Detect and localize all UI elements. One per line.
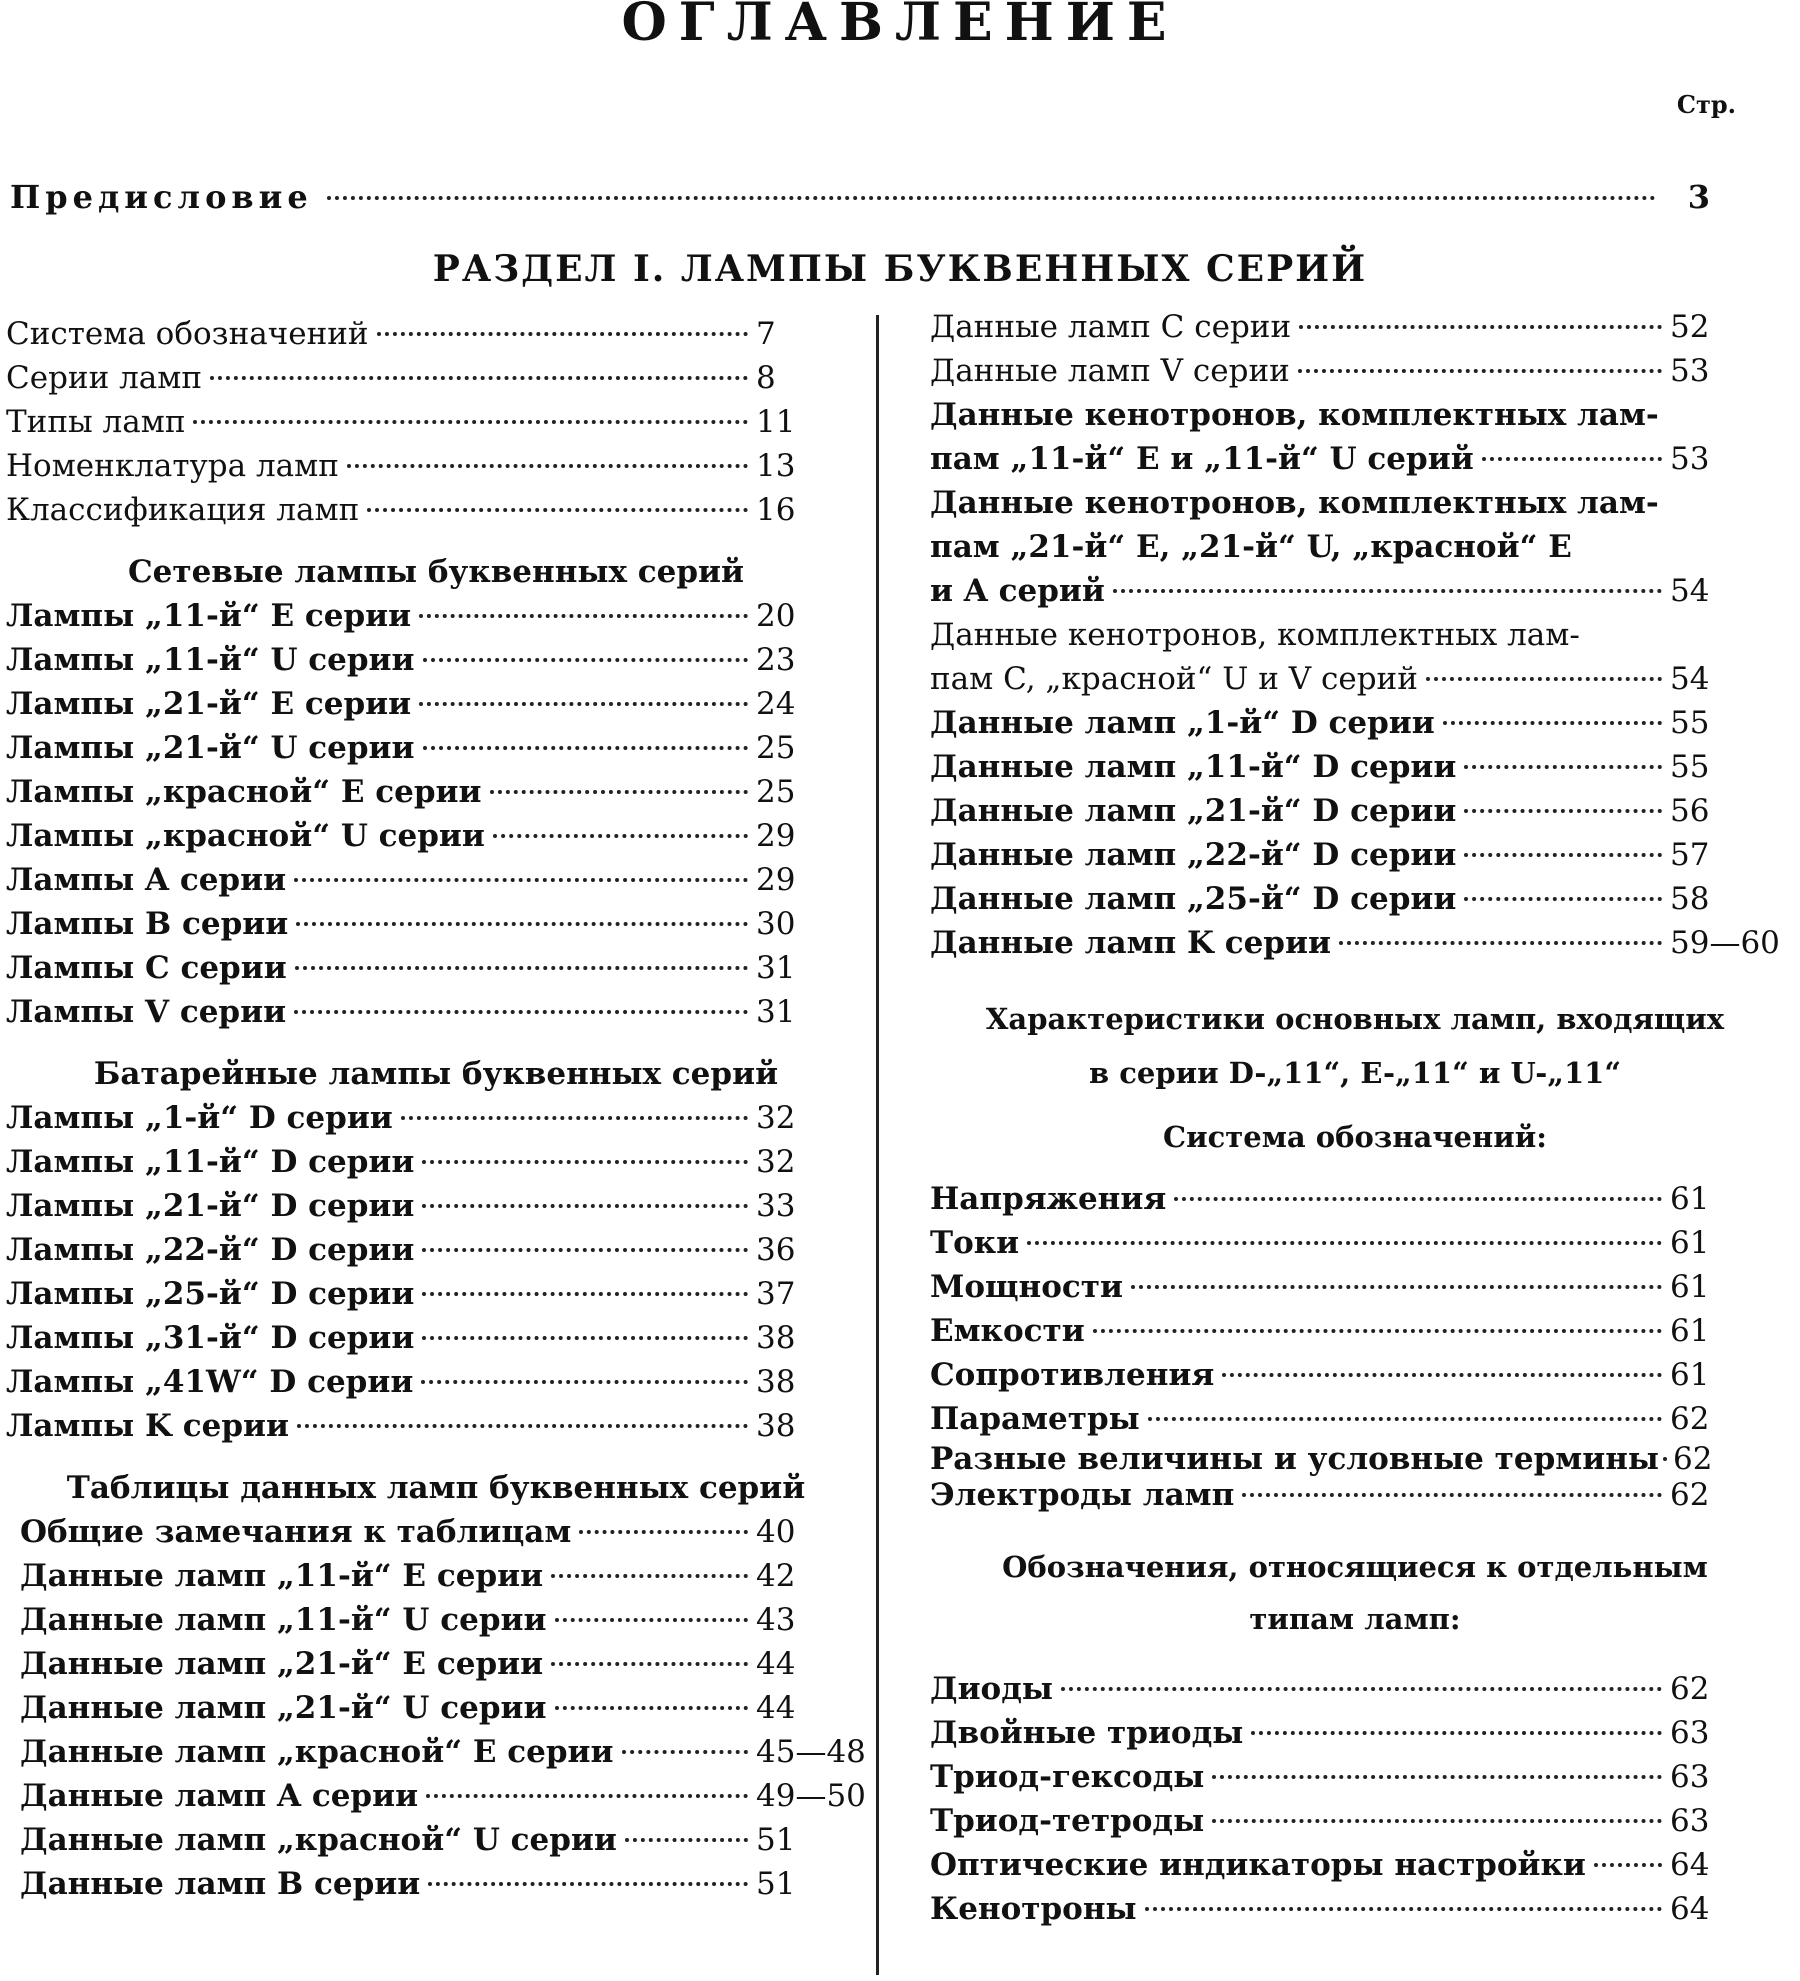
subsection-heading: Система обозначений:	[1163, 1120, 1547, 1154]
toc-entry[interactable]	[20, 1554, 866, 1598]
toc-entry[interactable]	[930, 1843, 1780, 1887]
toc-entry-label: Параметры	[930, 1401, 1140, 1437]
toc-entry-page: 49—50	[756, 1778, 866, 1814]
dot-leader	[1482, 457, 1662, 461]
toc-entry[interactable]	[6, 1184, 866, 1228]
toc-entry[interactable]	[930, 1667, 1780, 1711]
toc-entry-label: Лампы V серии	[6, 994, 287, 1030]
toc-entry-page: 13	[756, 448, 796, 484]
dot-leader	[1464, 853, 1662, 857]
toc-entry[interactable]	[930, 349, 1780, 393]
toc-entry[interactable]	[20, 1862, 866, 1906]
dot-leader	[367, 508, 748, 512]
toc-entry-page: 51	[756, 1866, 796, 1902]
toc-entry-label: Лампы „красной“ E серии	[6, 774, 482, 810]
toc-entry[interactable]	[930, 1221, 1780, 1265]
toc-entry-label: Лампы „21-й“ U серии	[6, 730, 415, 766]
toc-entry-label: Лампы B серии	[6, 906, 289, 942]
dot-leader	[1443, 721, 1662, 725]
toc-entry-page: 44	[756, 1646, 796, 1682]
dot-leader	[1174, 1197, 1662, 1201]
toc-entry-label: Лампы „41W“ D серии	[6, 1364, 414, 1400]
toc-entry-label: Лампы „21-й“ D серии	[6, 1188, 415, 1224]
dot-leader	[210, 376, 748, 380]
toc-entry-label: и A серий	[930, 573, 1105, 609]
toc-entry[interactable]	[6, 400, 866, 444]
toc-entry-page: 16	[756, 492, 796, 528]
toc-entry-page: 58	[1670, 881, 1710, 917]
subsection-heading: Батарейные лампы буквенных серий	[93, 1056, 779, 1092]
toc-entry-label: Данные кенотронов, комплектных лам-	[930, 397, 1659, 433]
toc-group-general	[6, 312, 866, 532]
toc-entry-label: Данные ламп C серии	[930, 309, 1292, 345]
dot-leader	[625, 1838, 748, 1842]
toc-entry-page: 29	[756, 862, 796, 898]
toc-entry[interactable]	[930, 789, 1780, 833]
toc-entry[interactable]	[6, 1272, 866, 1316]
dot-leader	[1131, 1285, 1662, 1289]
toc-right-column	[930, 305, 1780, 1931]
toc-entry-label: Предисловие	[10, 178, 313, 216]
toc-entry-label: Номенклатура ламп	[6, 448, 339, 484]
toc-entry-label: Данные ламп „21-й“ U серии	[20, 1690, 547, 1726]
toc-entry-label: Лампы „11-й“ E серии	[6, 598, 412, 634]
toc-entry[interactable]	[20, 1642, 866, 1686]
toc-entry-page: 61	[1670, 1269, 1710, 1305]
toc-entry-page: 63	[1670, 1715, 1710, 1751]
toc-entry-page: 54	[1670, 573, 1710, 609]
dot-leader	[1339, 941, 1662, 945]
dot-leader	[1299, 325, 1662, 329]
toc-entry[interactable]	[6, 1316, 866, 1360]
toc-entry[interactable]	[930, 1711, 1780, 1755]
toc-entry-page: 64	[1670, 1891, 1710, 1927]
toc-entry-label: Лампы „1-й“ D серии	[6, 1100, 393, 1136]
toc-entry-label: Данные ламп „красной“ U серии	[20, 1822, 617, 1858]
dot-leader	[1148, 1417, 1662, 1421]
toc-entry[interactable]	[930, 1309, 1780, 1353]
toc-entry-label: Данные ламп „21-й“ E серии	[20, 1646, 544, 1682]
toc-entry[interactable]	[930, 1441, 1780, 1477]
dot-leader	[347, 464, 748, 468]
dot-leader	[426, 1794, 748, 1798]
toc-entry-label: Токи	[930, 1225, 1020, 1261]
toc-entry-label: Сопротивления	[930, 1357, 1215, 1393]
toc-entry-label: Данные ламп „красной“ E серии	[20, 1734, 614, 1770]
dot-leader	[422, 1248, 748, 1252]
toc-entry-page: 61	[1670, 1181, 1710, 1217]
toc-entry-page: 33	[756, 1188, 796, 1224]
toc-entry-page: 53	[1670, 353, 1710, 389]
toc-entry-page: 36	[756, 1232, 796, 1268]
toc-entry-page: 11	[756, 404, 796, 440]
toc-entry[interactable]	[6, 1140, 866, 1184]
toc-entry-page: 55	[1670, 749, 1710, 785]
toc-entry-multiline[interactable]	[930, 393, 1780, 481]
toc-entry[interactable]	[6, 356, 866, 400]
toc-entry-label: Данные ламп „25-й“ D серии	[930, 881, 1457, 917]
dot-leader	[493, 834, 748, 838]
toc-entry-label: Оптические индикаторы настройки	[930, 1847, 1586, 1883]
toc-entry[interactable]	[6, 1360, 866, 1404]
toc-entry-label: Мощности	[930, 1269, 1123, 1305]
dot-leader	[1093, 1329, 1662, 1333]
toc-entry-page: 43	[756, 1602, 796, 1638]
dot-leader	[1061, 1687, 1662, 1691]
toc-entry-page: 52	[1670, 309, 1710, 345]
dot-leader	[296, 922, 748, 926]
toc-entry-label: Данные ламп B серии	[20, 1866, 421, 1902]
toc-entry-page: 20	[756, 598, 796, 634]
toc-entry-label: Данные кенотронов, комплектных лам-	[930, 485, 1659, 521]
dot-leader	[1212, 1819, 1662, 1823]
toc-entry-page: 32	[756, 1144, 796, 1180]
toc-entry[interactable]	[6, 594, 866, 638]
dot-leader	[419, 614, 748, 618]
toc-entry-label: Система обозначений	[6, 316, 369, 352]
toc-entry[interactable]	[20, 1730, 866, 1774]
toc-entry-label: Данные кенотронов, комплектных лам-	[930, 617, 1580, 653]
toc-entry-label: Лампы „красной“ U серии	[6, 818, 485, 854]
toc-entry-label: Данные ламп A серии	[20, 1778, 419, 1814]
toc-entry-label: Двойные триоды	[930, 1715, 1244, 1751]
toc-entry-label: Лампы C серии	[6, 950, 287, 986]
toc-entry-page: 51	[756, 1822, 796, 1858]
dot-leader	[1594, 1863, 1662, 1867]
toc-entry[interactable]	[6, 814, 866, 858]
toc-entry-label: Лампы „11-й“ U серии	[6, 642, 415, 678]
toc-entry-page: 25	[756, 774, 796, 810]
toc-entry-page: 42	[756, 1558, 796, 1594]
toc-entry-label: Лампы „22-й“ D серии	[6, 1232, 415, 1268]
dot-leader	[422, 1160, 748, 1164]
toc-entry-page: 56	[1670, 793, 1710, 829]
dot-leader	[579, 1530, 748, 1534]
section-title: РАЗДЕЛ I. ЛАМПЫ БУКВЕННЫХ СЕРИЙ	[432, 248, 1368, 290]
toc-entry[interactable]	[20, 1598, 866, 1642]
dot-leader	[1027, 1241, 1662, 1245]
toc-entry-page: 45—48	[756, 1734, 866, 1770]
dot-leader	[1242, 1493, 1662, 1497]
toc-entry-label: Диоды	[930, 1671, 1053, 1707]
subsection-heading: Таблицы данных ламп буквенных серий	[66, 1470, 806, 1506]
dot-leader	[1663, 1457, 1669, 1461]
toc-entry[interactable]	[930, 1755, 1780, 1799]
toc-entry[interactable]	[20, 1818, 866, 1862]
dot-leader	[1464, 897, 1662, 901]
toc-entry[interactable]	[6, 946, 866, 990]
dot-leader	[1298, 369, 1662, 373]
dot-leader	[401, 1116, 748, 1120]
toc-entry-label: Разные величины и условные термины	[930, 1441, 1659, 1477]
dot-leader	[555, 1706, 748, 1710]
toc-entry[interactable]	[930, 1353, 1780, 1397]
dot-leader	[419, 702, 748, 706]
toc-entry-page: 55	[1670, 705, 1710, 741]
toc-entry[interactable]	[930, 305, 1780, 349]
toc-entry-page: 8	[756, 360, 776, 396]
dot-leader	[1251, 1731, 1662, 1735]
column-divider	[876, 315, 879, 1975]
dot-leader	[294, 1010, 748, 1014]
dot-leader	[555, 1618, 748, 1622]
toc-group-battery	[6, 1096, 866, 1448]
toc-entry[interactable]	[930, 877, 1780, 921]
toc-entry-label: Электроды ламп	[930, 1477, 1235, 1513]
subsection-heading: Обозначения, относящиеся к отдельным	[1002, 1550, 1708, 1584]
toc-entry[interactable]	[930, 921, 1780, 965]
toc-entry-page: 61	[1670, 1225, 1710, 1261]
subsection-heading: Сетевые лампы буквенных серий	[127, 554, 745, 590]
dot-leader	[1464, 765, 1662, 769]
toc-entry-label: пам „11-й“ E и „11-й“ U серий	[930, 441, 1474, 477]
toc-left-column	[6, 312, 866, 1906]
toc-entry[interactable]	[6, 638, 866, 682]
toc-entry-page: 54	[1670, 661, 1710, 697]
toc-entry-page: 63	[1670, 1803, 1710, 1839]
toc-entry-page: 57	[1670, 837, 1710, 873]
toc-entry-page: 63	[1670, 1759, 1710, 1795]
toc-entry-page: 29	[756, 818, 796, 854]
dot-leader	[422, 1336, 748, 1340]
toc-entry-label: Лампы „31-й“ D серии	[6, 1320, 415, 1356]
toc-entry-page: 38	[756, 1408, 796, 1444]
toc-entry-page: 53	[1670, 441, 1710, 477]
page-title: ОГЛАВЛЕНИЕ	[621, 0, 1179, 53]
toc-entry-label: Данные ламп „11-й“ D серии	[930, 749, 1457, 785]
toc-entry-page: 40	[756, 1514, 796, 1550]
dot-leader	[422, 1204, 748, 1208]
toc-entry-page: 44	[756, 1690, 796, 1726]
toc-entry[interactable]	[6, 444, 866, 488]
toc-entry-label: Лампы K серии	[6, 1408, 289, 1444]
toc-entry[interactable]	[6, 312, 866, 356]
toc-entry-label: Данные ламп K серии	[930, 925, 1331, 961]
dot-leader	[193, 420, 748, 424]
subsection-heading: Характеристики основных ламп, входящих	[985, 1002, 1725, 1036]
toc-entry-page: 61	[1670, 1313, 1710, 1349]
dot-leader	[1222, 1373, 1662, 1377]
toc-entry-page: 31	[756, 950, 796, 986]
toc-entry[interactable]	[6, 682, 866, 726]
toc-entry[interactable]	[20, 1510, 866, 1554]
dot-leader	[297, 1424, 748, 1428]
toc-entry-label: Данные ламп „11-й“ E серии	[20, 1558, 544, 1594]
dot-leader	[423, 746, 748, 750]
toc-entry[interactable]	[6, 726, 866, 770]
toc-entry-label: Кенотроны	[930, 1891, 1137, 1927]
toc-entry-label: Лампы A серии	[6, 862, 287, 898]
toc-entry-page: 38	[756, 1320, 796, 1356]
toc-entry-label: Емкости	[930, 1313, 1085, 1349]
subsection-heading: типам ламп:	[1249, 1602, 1461, 1636]
toc-entry[interactable]	[6, 488, 866, 532]
toc-entry[interactable]	[930, 1477, 1780, 1513]
toc-entry[interactable]	[6, 858, 866, 902]
toc-entry-label: Напряжения	[930, 1181, 1167, 1217]
toc-entry[interactable]	[6, 1404, 866, 1448]
dot-leader	[551, 1574, 748, 1578]
toc-entry-label: Триод-тетроды	[930, 1803, 1205, 1839]
toc-entry[interactable]	[930, 745, 1780, 789]
toc-entry-label: Данные ламп V серии	[930, 353, 1290, 389]
toc-entry-multiline[interactable]	[930, 481, 1780, 613]
toc-entry-page: 7	[756, 316, 776, 352]
toc-entry-page: 59—60	[1670, 925, 1780, 961]
dot-leader	[1212, 1775, 1662, 1779]
toc-entry-label: Общие замечания к таблицам	[20, 1514, 572, 1550]
toc-entry-page: 31	[756, 994, 796, 1030]
toc-entry-page: 25	[756, 730, 796, 766]
dot-leader	[423, 658, 748, 662]
subsection-heading: в серии D-„11“, E-„11“ и U-„11“	[1088, 1056, 1621, 1090]
dot-leader	[422, 1292, 748, 1296]
toc-entry[interactable]	[20, 1686, 866, 1730]
toc-entry-page: 38	[756, 1364, 796, 1400]
toc-entry-label: Триод-гексоды	[930, 1759, 1205, 1795]
toc-entry[interactable]	[6, 902, 866, 946]
toc-entry[interactable]	[930, 1887, 1780, 1931]
toc-entry[interactable]	[6, 1228, 866, 1272]
toc-entry-label: Данные ламп „22-й“ D серии	[930, 837, 1457, 873]
toc-entry-label: пам C, „красной“ U и V серий	[930, 661, 1418, 697]
toc-entry[interactable]	[6, 1096, 866, 1140]
toc-group-mains	[6, 594, 866, 1034]
toc-entry-label: Типы ламп	[6, 404, 186, 440]
toc-entry-label: Данные ламп „11-й“ U серии	[20, 1602, 547, 1638]
toc-entry-page: 3	[1687, 178, 1710, 216]
dot-leader	[1426, 677, 1662, 681]
toc-entry[interactable]	[20, 1774, 866, 1818]
toc-entry-label: Лампы „21-й“ E серии	[6, 686, 412, 722]
toc-entry-label: Серии ламп	[6, 360, 203, 396]
toc-entry-preface[interactable]	[10, 178, 1710, 218]
toc-entry[interactable]	[930, 1799, 1780, 1843]
toc-entry-multiline[interactable]	[930, 613, 1780, 701]
toc-entry-page: 62	[1670, 1671, 1710, 1707]
dot-leader	[428, 1882, 748, 1886]
dot-leader	[327, 196, 1656, 200]
dot-leader	[1464, 809, 1662, 813]
page-column-header: Стр.	[1676, 90, 1736, 119]
toc-entry[interactable]	[930, 1265, 1780, 1309]
dot-leader	[622, 1750, 749, 1754]
toc-entry[interactable]	[930, 1177, 1780, 1221]
toc-entry-page: 37	[756, 1276, 796, 1312]
dot-leader	[490, 790, 748, 794]
dot-leader	[377, 332, 748, 336]
dot-leader	[1145, 1907, 1662, 1911]
toc-entry-page: 62	[1670, 1477, 1710, 1513]
toc-group-tables	[6, 1510, 866, 1906]
toc-entry-page: 23	[756, 642, 796, 678]
toc-entry-page: 64	[1670, 1847, 1710, 1883]
toc-entry-page: 61	[1670, 1357, 1710, 1393]
dot-leader	[421, 1380, 748, 1384]
toc-entry[interactable]	[6, 770, 866, 814]
toc-entry-label: Лампы „25-й“ D серии	[6, 1276, 415, 1312]
toc-entry[interactable]	[6, 990, 866, 1034]
toc-entry[interactable]	[930, 701, 1780, 745]
toc-entry[interactable]	[930, 833, 1780, 877]
toc-entry-label: Данные ламп „1-й“ D серии	[930, 705, 1435, 741]
dot-leader	[294, 878, 748, 882]
dot-leader	[1113, 589, 1662, 593]
toc-entry-page: 62	[1670, 1401, 1710, 1437]
toc-entry-page: 24	[756, 686, 796, 722]
dot-leader	[551, 1662, 748, 1666]
toc-entry[interactable]	[930, 1397, 1780, 1441]
toc-entry-page: 62	[1672, 1441, 1713, 1477]
toc-entry-label: Лампы „11-й“ D серии	[6, 1144, 415, 1180]
toc-entry-label: Классификация ламп	[6, 492, 360, 528]
toc-entry-page: 30	[756, 906, 796, 942]
toc-entry-label: пам „21-й“ E, „21-й“ U, „красной“ E	[930, 529, 1572, 565]
toc-entry-page: 32	[756, 1100, 796, 1136]
dot-leader	[295, 966, 748, 970]
toc-entry-label: Данные ламп „21-й“ D серии	[930, 793, 1457, 829]
